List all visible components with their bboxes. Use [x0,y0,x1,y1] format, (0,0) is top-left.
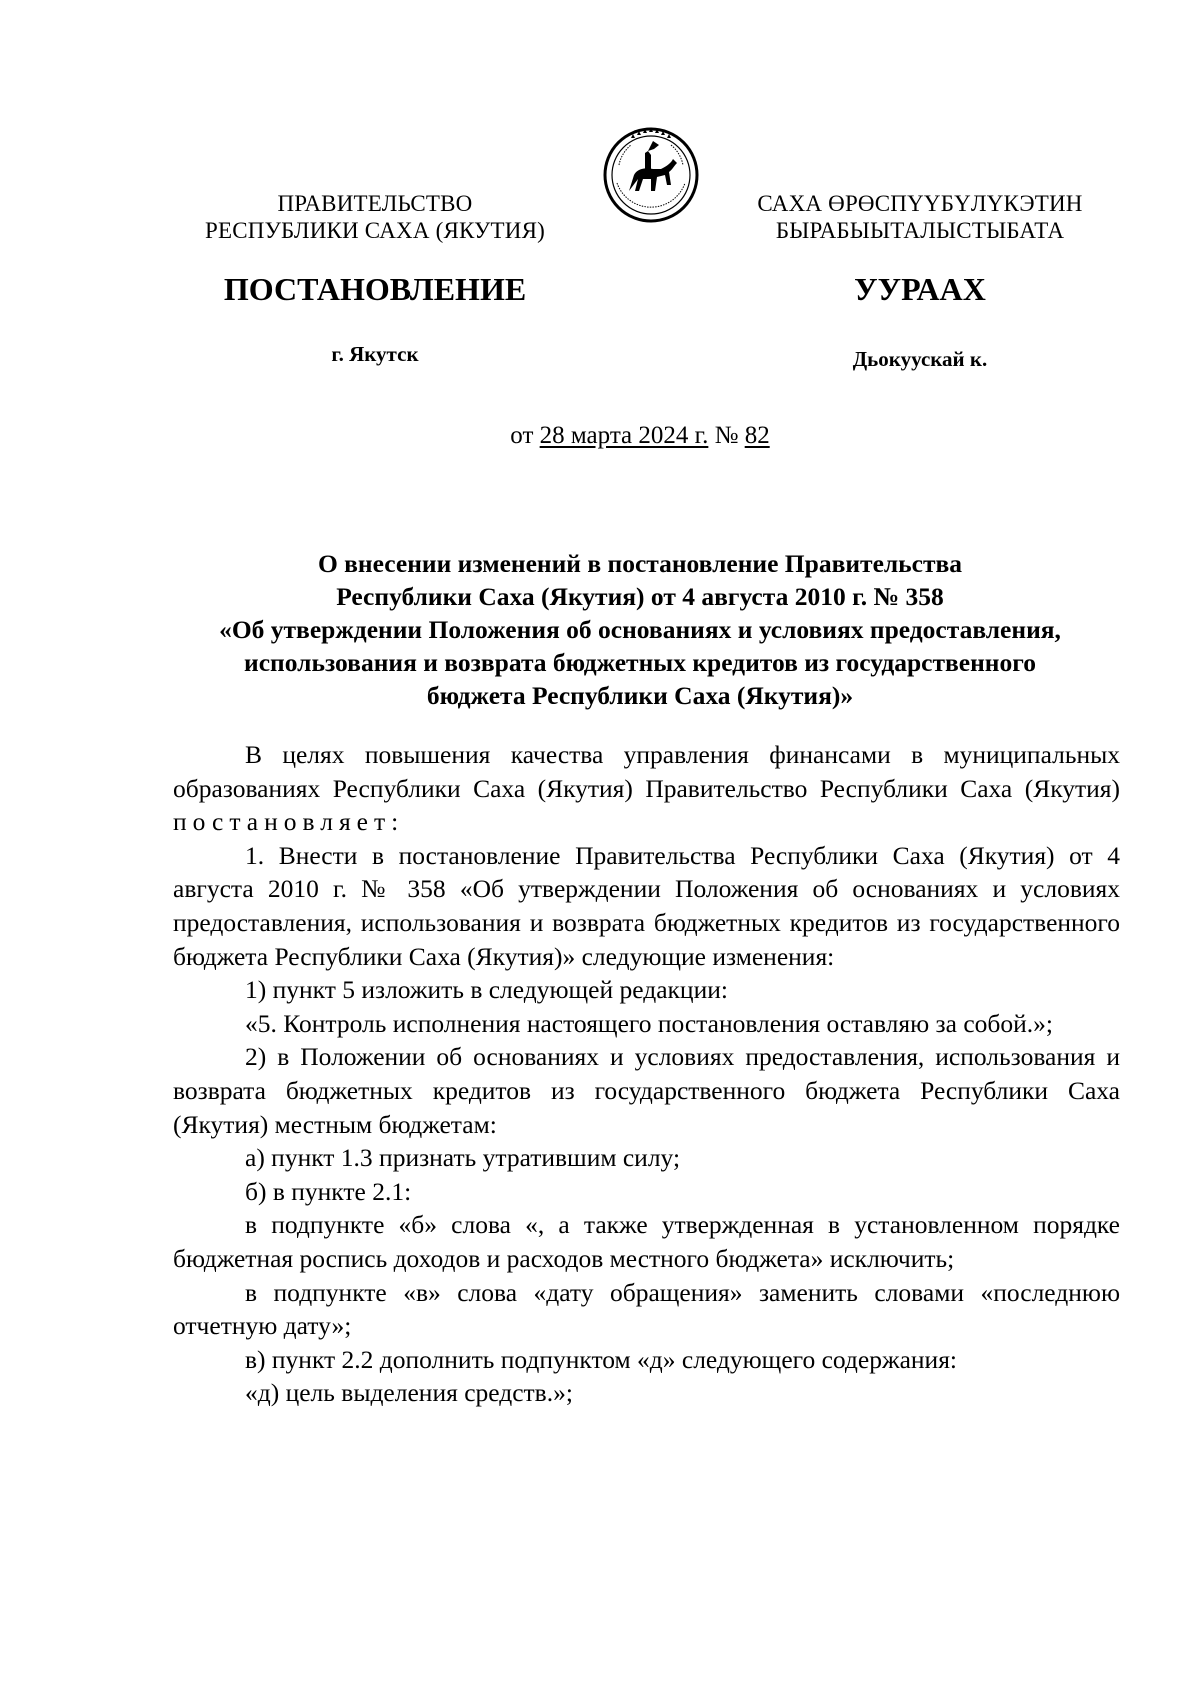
title-line: О внесении изменений в постановление Правительства [317,549,963,578]
paragraph-subitem-b: б) в пункте 2.1: [245,1176,412,1206]
resolves-word: постановляет: [173,807,405,837]
paragraph-subitem-1: 1) пункт 5 изложить в следующей редакции: [245,975,728,1005]
title-line: «Об утверждении Положения об основаниях и условиях предоставления, [219,615,1061,644]
paragraph-subitem-v: в) пункт 2.2 дополнить подпунктом «д» следующего содержания: [245,1344,958,1374]
date-line [0,421,1200,451]
document-body [173,738,1120,1410]
paragraph-subpoint-b-text: в подпункте «б» слова «, а также утвержденная в установленном порядке бюджетная роспись доходов и расходов местного бюджета» исключить; [173,1210,1120,1273]
number-sign: № [714,422,739,449]
title-line: Республики Саха (Якутия) от 4 августа 2010 г. № 358 [336,582,944,611]
paragraph-subpoint-v-text: в подпункте «в» слова «дату обращения» заменить словами «последнюю отчетную дату»; [173,1277,1120,1341]
government-name-sakha-line1: САХА ӨРӨСПҮҮБҮЛҮКЭТИН [757,191,1083,216]
paragraph-quote-5: «5. Контроль исполнения настоящего постановления оставляю за собой.»; [245,1008,1053,1038]
date-prefix: от [510,422,534,449]
city-sakha: Дьокуускай к. [852,347,988,371]
government-name-sakha-line2: БЫРАБЫЫТАЛЫСТЫБАТА [775,218,1065,243]
document-title [160,547,1120,712]
doc-type-sakha: УУРААХ [854,271,986,307]
paragraph-subitem-2: 2) в Положении об основаниях и условиях предоставления, использования и возврата бюджетных кредитов из государственного бюджета Республики Саха (Якутия) местным бюджетам: [173,1042,1120,1139]
paragraph-subitem-a: а) пункт 1.3 признать утратившим силу; [245,1143,681,1173]
doc-type-russian: ПОСТАНОВЛЕНИЕ [223,271,527,307]
document-number: 82 [744,422,770,449]
preamble-text: В целях повышения качества управления финансами в муниципальных образованиях Республики Саха (Якутия) Правительство Республики Саха (Якутия) [173,740,1120,803]
preamble-paragraph [173,738,1120,839]
coat-of-arms-icon [601,125,701,225]
document-date: 28 марта 2024 г. [539,422,709,449]
title-line: бюджета Республики Саха (Якутия)» [426,681,854,710]
paragraph-item-1: 1. Внести в постановление Правительства Республики Саха (Якутия) от 4 августа 2010 г. № 358 «Об утверждении Положения об основаниях и условиях предоставления, использования и возврата бюджетных кредитов из государственного бюджета Республики Саха (Якутия)» следующие изменения: [173,840,1120,971]
header-left [160,190,590,244]
paragraph-quote-d: «д) цель выделения средств.»; [245,1378,573,1408]
government-name-line1: ПРАВИТЕЛЬСТВО [277,191,473,216]
city-russian: г. Якутск [331,342,419,366]
header-right [720,190,1120,244]
title-line: использования и возврата бюджетных кредитов из государственного [244,648,1036,677]
government-name-line2: РЕСПУБЛИКИ САХА (ЯКУТИЯ) [204,218,546,243]
